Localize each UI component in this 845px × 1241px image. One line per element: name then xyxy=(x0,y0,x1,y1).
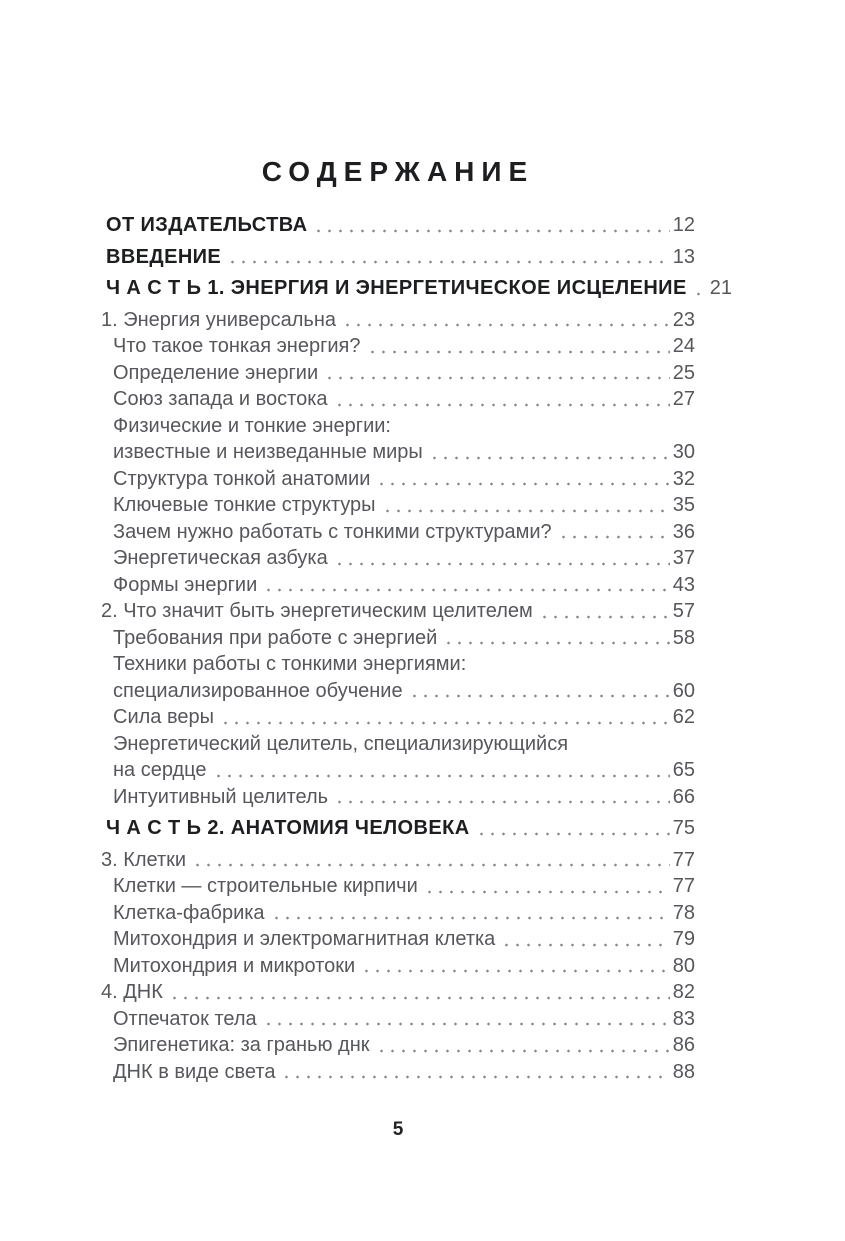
page-number: 77 xyxy=(672,875,695,897)
dot-leader xyxy=(263,572,669,599)
toc-row xyxy=(101,815,695,842)
dot-leader xyxy=(313,212,669,239)
entry-label: ДНК в виде света xyxy=(113,1060,276,1083)
toc-row xyxy=(101,307,695,334)
page-number: 13 xyxy=(672,245,695,268)
toc-entry xyxy=(101,625,695,652)
entry-label: Ч А С Т Ь 1. ЭНЕРГИЯ И ЭНЕРГЕТИЧЕСКОЕ ИСЦЕЛЕНИЕ xyxy=(106,277,687,299)
dot-leader xyxy=(476,815,670,842)
page-number: 86 xyxy=(672,1034,695,1056)
dot-leader xyxy=(539,598,670,625)
toc-entry xyxy=(101,1059,695,1086)
toc-entry xyxy=(101,545,695,572)
entry-label: Клетка-фабрика xyxy=(113,901,265,924)
dot-leader xyxy=(342,307,670,334)
dot-leader xyxy=(367,333,670,360)
toc-entry xyxy=(101,519,695,546)
toc-entry xyxy=(101,333,695,360)
entry-label: Структура тонкой анатомии xyxy=(113,467,371,490)
toc-entry xyxy=(101,413,695,466)
toc-entry xyxy=(101,307,695,334)
dot-leader xyxy=(334,784,670,811)
toc-row xyxy=(101,704,695,731)
toc-row xyxy=(101,439,695,466)
toc-row xyxy=(101,1032,695,1059)
page-number: 88 xyxy=(672,1060,695,1083)
page-number: 82 xyxy=(672,981,695,1003)
entry-label: Зачем нужно работать с тонкими структурами? xyxy=(113,520,552,543)
page-number: 25 xyxy=(672,361,695,384)
toc-row xyxy=(101,1059,695,1086)
toc-row xyxy=(101,360,695,387)
entry-label: специализированное обучение xyxy=(113,679,403,702)
toc-entry xyxy=(101,466,695,493)
page-number: 35 xyxy=(672,494,695,516)
page-number: 75 xyxy=(672,817,695,839)
toc-row xyxy=(101,212,695,239)
toc-entry xyxy=(101,244,695,271)
toc-entry xyxy=(101,360,695,387)
toc-entry xyxy=(101,953,695,980)
toc-entry xyxy=(101,598,695,625)
toc-entry xyxy=(101,979,695,1006)
dot-leader xyxy=(382,492,670,519)
toc-row xyxy=(101,519,695,546)
entry-label: Отпечаток тела xyxy=(113,1007,257,1030)
toc-entry xyxy=(101,900,695,927)
page-number: 36 xyxy=(672,520,695,543)
entry-label: Эпигенетика: за гранью днк xyxy=(113,1034,370,1056)
dot-leader xyxy=(227,244,670,271)
dot-leader xyxy=(376,1032,670,1059)
toc-row xyxy=(101,731,695,758)
toc-row xyxy=(101,386,695,413)
entry-label: Митохондрия и электромагнитная клетка xyxy=(113,928,496,950)
dot-leader xyxy=(409,678,670,705)
page-number: 30 xyxy=(672,441,695,463)
entry-label: Клетки — строительные кирпичи xyxy=(113,875,418,897)
entry-label: ВВЕДЕНИЕ xyxy=(106,245,222,268)
toc-entry xyxy=(101,651,695,704)
dot-leader xyxy=(558,519,670,546)
dot-leader xyxy=(693,275,707,302)
entry-label: Определение энергии xyxy=(113,361,319,384)
page-number: 12 xyxy=(672,214,695,236)
toc-row xyxy=(101,466,695,493)
dot-leader xyxy=(220,704,670,731)
dot-leader xyxy=(263,1006,670,1033)
toc-row xyxy=(101,847,695,874)
toc-row xyxy=(101,545,695,572)
page-number: 77 xyxy=(672,848,695,871)
entry-label: Митохондрия и микротоки xyxy=(113,954,356,977)
dot-leader xyxy=(324,360,670,387)
page-number: 83 xyxy=(672,1007,695,1030)
page-number: 62 xyxy=(672,706,695,728)
toc-row xyxy=(101,275,732,302)
dot-leader xyxy=(424,873,670,900)
toc-entry xyxy=(101,275,732,302)
toc-entry xyxy=(101,492,695,519)
page-number: 80 xyxy=(672,954,695,977)
entry-label: известные и неизведанные миры xyxy=(113,441,423,463)
toc-row xyxy=(101,244,695,271)
page-number: 21 xyxy=(709,277,732,299)
dot-leader xyxy=(281,1059,669,1086)
footer-page-number: 5 xyxy=(392,1119,404,1140)
toc-row xyxy=(101,979,695,1006)
toc-row xyxy=(101,953,695,980)
page-number: 43 xyxy=(672,573,695,596)
toc-entry xyxy=(101,847,695,874)
entry-label: Физические и тонкие энергии: xyxy=(113,414,391,437)
toc-entry xyxy=(101,815,695,842)
toc-entry xyxy=(101,212,695,239)
toc-row xyxy=(101,572,695,599)
entry-label: 4. ДНК xyxy=(101,981,163,1003)
dot-leader xyxy=(429,439,670,466)
page-number: 57 xyxy=(672,600,695,622)
page-number: 60 xyxy=(672,679,695,702)
toc-row xyxy=(101,873,695,900)
toc-row xyxy=(101,757,695,784)
page-number: 58 xyxy=(672,626,695,649)
dot-leader xyxy=(376,466,669,493)
page-number: 32 xyxy=(672,467,695,490)
page-number: 37 xyxy=(672,547,695,569)
entry-label: Ключевые тонкие структуры xyxy=(113,494,376,516)
toc-entry xyxy=(101,873,695,900)
toc-row xyxy=(101,1006,695,1033)
toc-entry xyxy=(101,926,695,953)
entry-label: Что такое тонкая энергия? xyxy=(113,335,361,357)
toc-row xyxy=(101,926,695,953)
entry-label: Техники работы с тонкими энергиями: xyxy=(113,653,467,675)
page-number: 79 xyxy=(672,928,695,950)
dot-leader xyxy=(334,386,670,413)
toc-row xyxy=(101,333,695,360)
entry-label: Сила веры xyxy=(113,706,214,728)
dot-leader xyxy=(271,900,670,927)
toc-entry xyxy=(101,704,695,731)
toc-entry xyxy=(101,731,695,784)
toc-row xyxy=(101,784,695,811)
toc-entry xyxy=(101,572,695,599)
dot-leader xyxy=(361,953,670,980)
toc-row xyxy=(101,900,695,927)
toc-row xyxy=(101,492,695,519)
entry-label: 2. Что значит быть энергетическим целителем xyxy=(101,600,533,622)
page-number: 65 xyxy=(672,759,695,781)
entry-label: ОТ ИЗДАТЕЛЬСТВА xyxy=(106,214,308,236)
dot-leader xyxy=(501,926,669,953)
entry-label: Энергетический целитель, специализирующийся xyxy=(113,732,569,755)
dot-leader xyxy=(443,625,669,652)
entry-label: на сердце xyxy=(113,759,207,781)
page-number: 66 xyxy=(672,785,695,808)
entry-label: 3. Клетки xyxy=(101,848,187,871)
entry-label: Формы энергии xyxy=(113,573,258,596)
dot-leader xyxy=(169,979,670,1006)
toc-row xyxy=(101,598,695,625)
toc-entry xyxy=(101,386,695,413)
dot-leader xyxy=(213,757,670,784)
toc-row xyxy=(101,678,695,705)
toc-row xyxy=(101,651,695,678)
toc-entry xyxy=(101,1032,695,1059)
entry-label: Требования при работе с энергией xyxy=(113,626,438,649)
page-title: СОДЕРЖАНИЕ xyxy=(261,156,535,187)
toc-row xyxy=(101,625,695,652)
entry-label: 1. Энергия универсальна xyxy=(101,308,336,331)
entry-label: Интуитивный целитель xyxy=(113,785,329,808)
entry-label: Ч А С Т Ь 2. АНАТОМИЯ ЧЕЛОВЕКА xyxy=(106,817,470,839)
toc-entry xyxy=(101,1006,695,1033)
dot-leader xyxy=(192,847,670,874)
toc-row xyxy=(101,413,695,440)
page-number: 23 xyxy=(672,308,695,331)
entry-label: Энергетическая азбука xyxy=(113,547,328,569)
page-number: 24 xyxy=(672,335,695,357)
page-number: 27 xyxy=(672,388,695,410)
dot-leader xyxy=(334,545,670,572)
toc-list xyxy=(101,212,732,1085)
entry-label: Союз запада и востока xyxy=(113,388,328,410)
toc-entry xyxy=(101,784,695,811)
page-number: 78 xyxy=(672,901,695,924)
